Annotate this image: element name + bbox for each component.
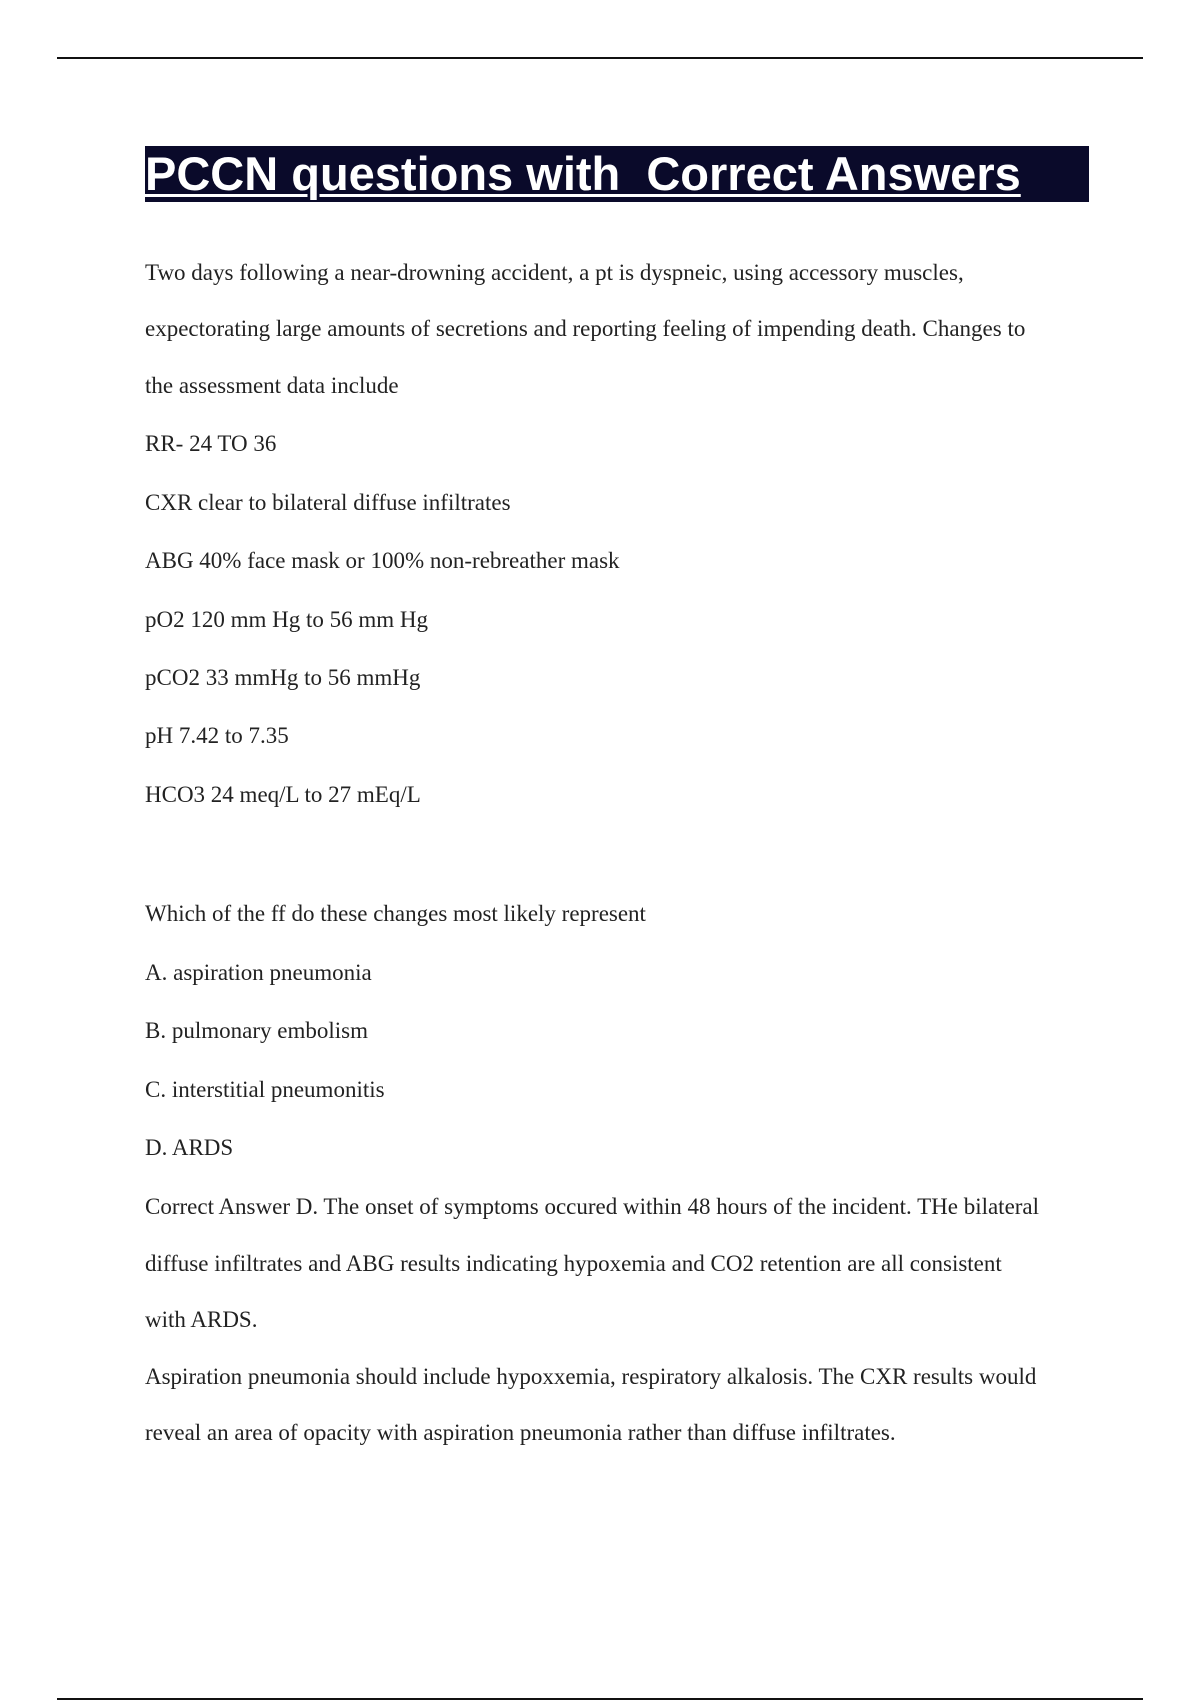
question-intro-line-2: expectorating large amounts of secretions and reporting feeling of impending death. Changes to: [145, 316, 1026, 341]
option-d: D. ARDS: [145, 1135, 234, 1160]
option-c: C. interstitial pneumonitis: [145, 1077, 385, 1102]
assessment-po2: pO2 120 mm Hg to 56 mm Hg: [145, 607, 429, 632]
assessment-respiratory-rate: RR- 24 TO 36: [145, 431, 277, 456]
document-title: PCCN questions with Correct Answers: [145, 147, 1021, 200]
assessment-hco3: HCO3 24 meq/L to 27 mEq/L: [145, 782, 421, 807]
option-b: B. pulmonary embolism: [145, 1018, 368, 1043]
answer-line-2: diffuse infiltrates and ABG results indicating hypoxemia and CO2 retention are all consistent: [145, 1251, 1002, 1276]
question-intro-line-3: the assessment data include: [145, 373, 399, 398]
answer-line-3: with ARDS.: [145, 1307, 258, 1332]
explanation-line-1: Aspiration pneumonia should include hypoxxemia, respiratory alkalosis. The CXR results would: [145, 1364, 1037, 1389]
option-a: A. aspiration pneumonia: [145, 960, 372, 985]
top-rule: [57, 57, 1143, 59]
explanation-line-2: reveal an area of opacity with aspiration pneumonia rather than diffuse infiltrates.: [145, 1420, 896, 1445]
assessment-pco2: pCO2 33 mmHg to 56 mmHg: [145, 665, 421, 690]
assessment-abg: ABG 40% face mask or 100% non-rebreather mask: [145, 548, 620, 573]
assessment-cxr: CXR clear to bilateral diffuse infiltrates: [145, 490, 511, 515]
question-text: Which of the ff do these changes most likely represent: [145, 901, 646, 926]
answer-line-1: Correct Answer D. The onset of symptoms occured within 48 hours of the incident. THe bilateral: [145, 1194, 1040, 1219]
question-intro-line-1: Two days following a near-drowning accident, a pt is dyspneic, using accessory muscles,: [145, 260, 964, 285]
assessment-ph: pH 7.42 to 7.35: [145, 723, 289, 748]
